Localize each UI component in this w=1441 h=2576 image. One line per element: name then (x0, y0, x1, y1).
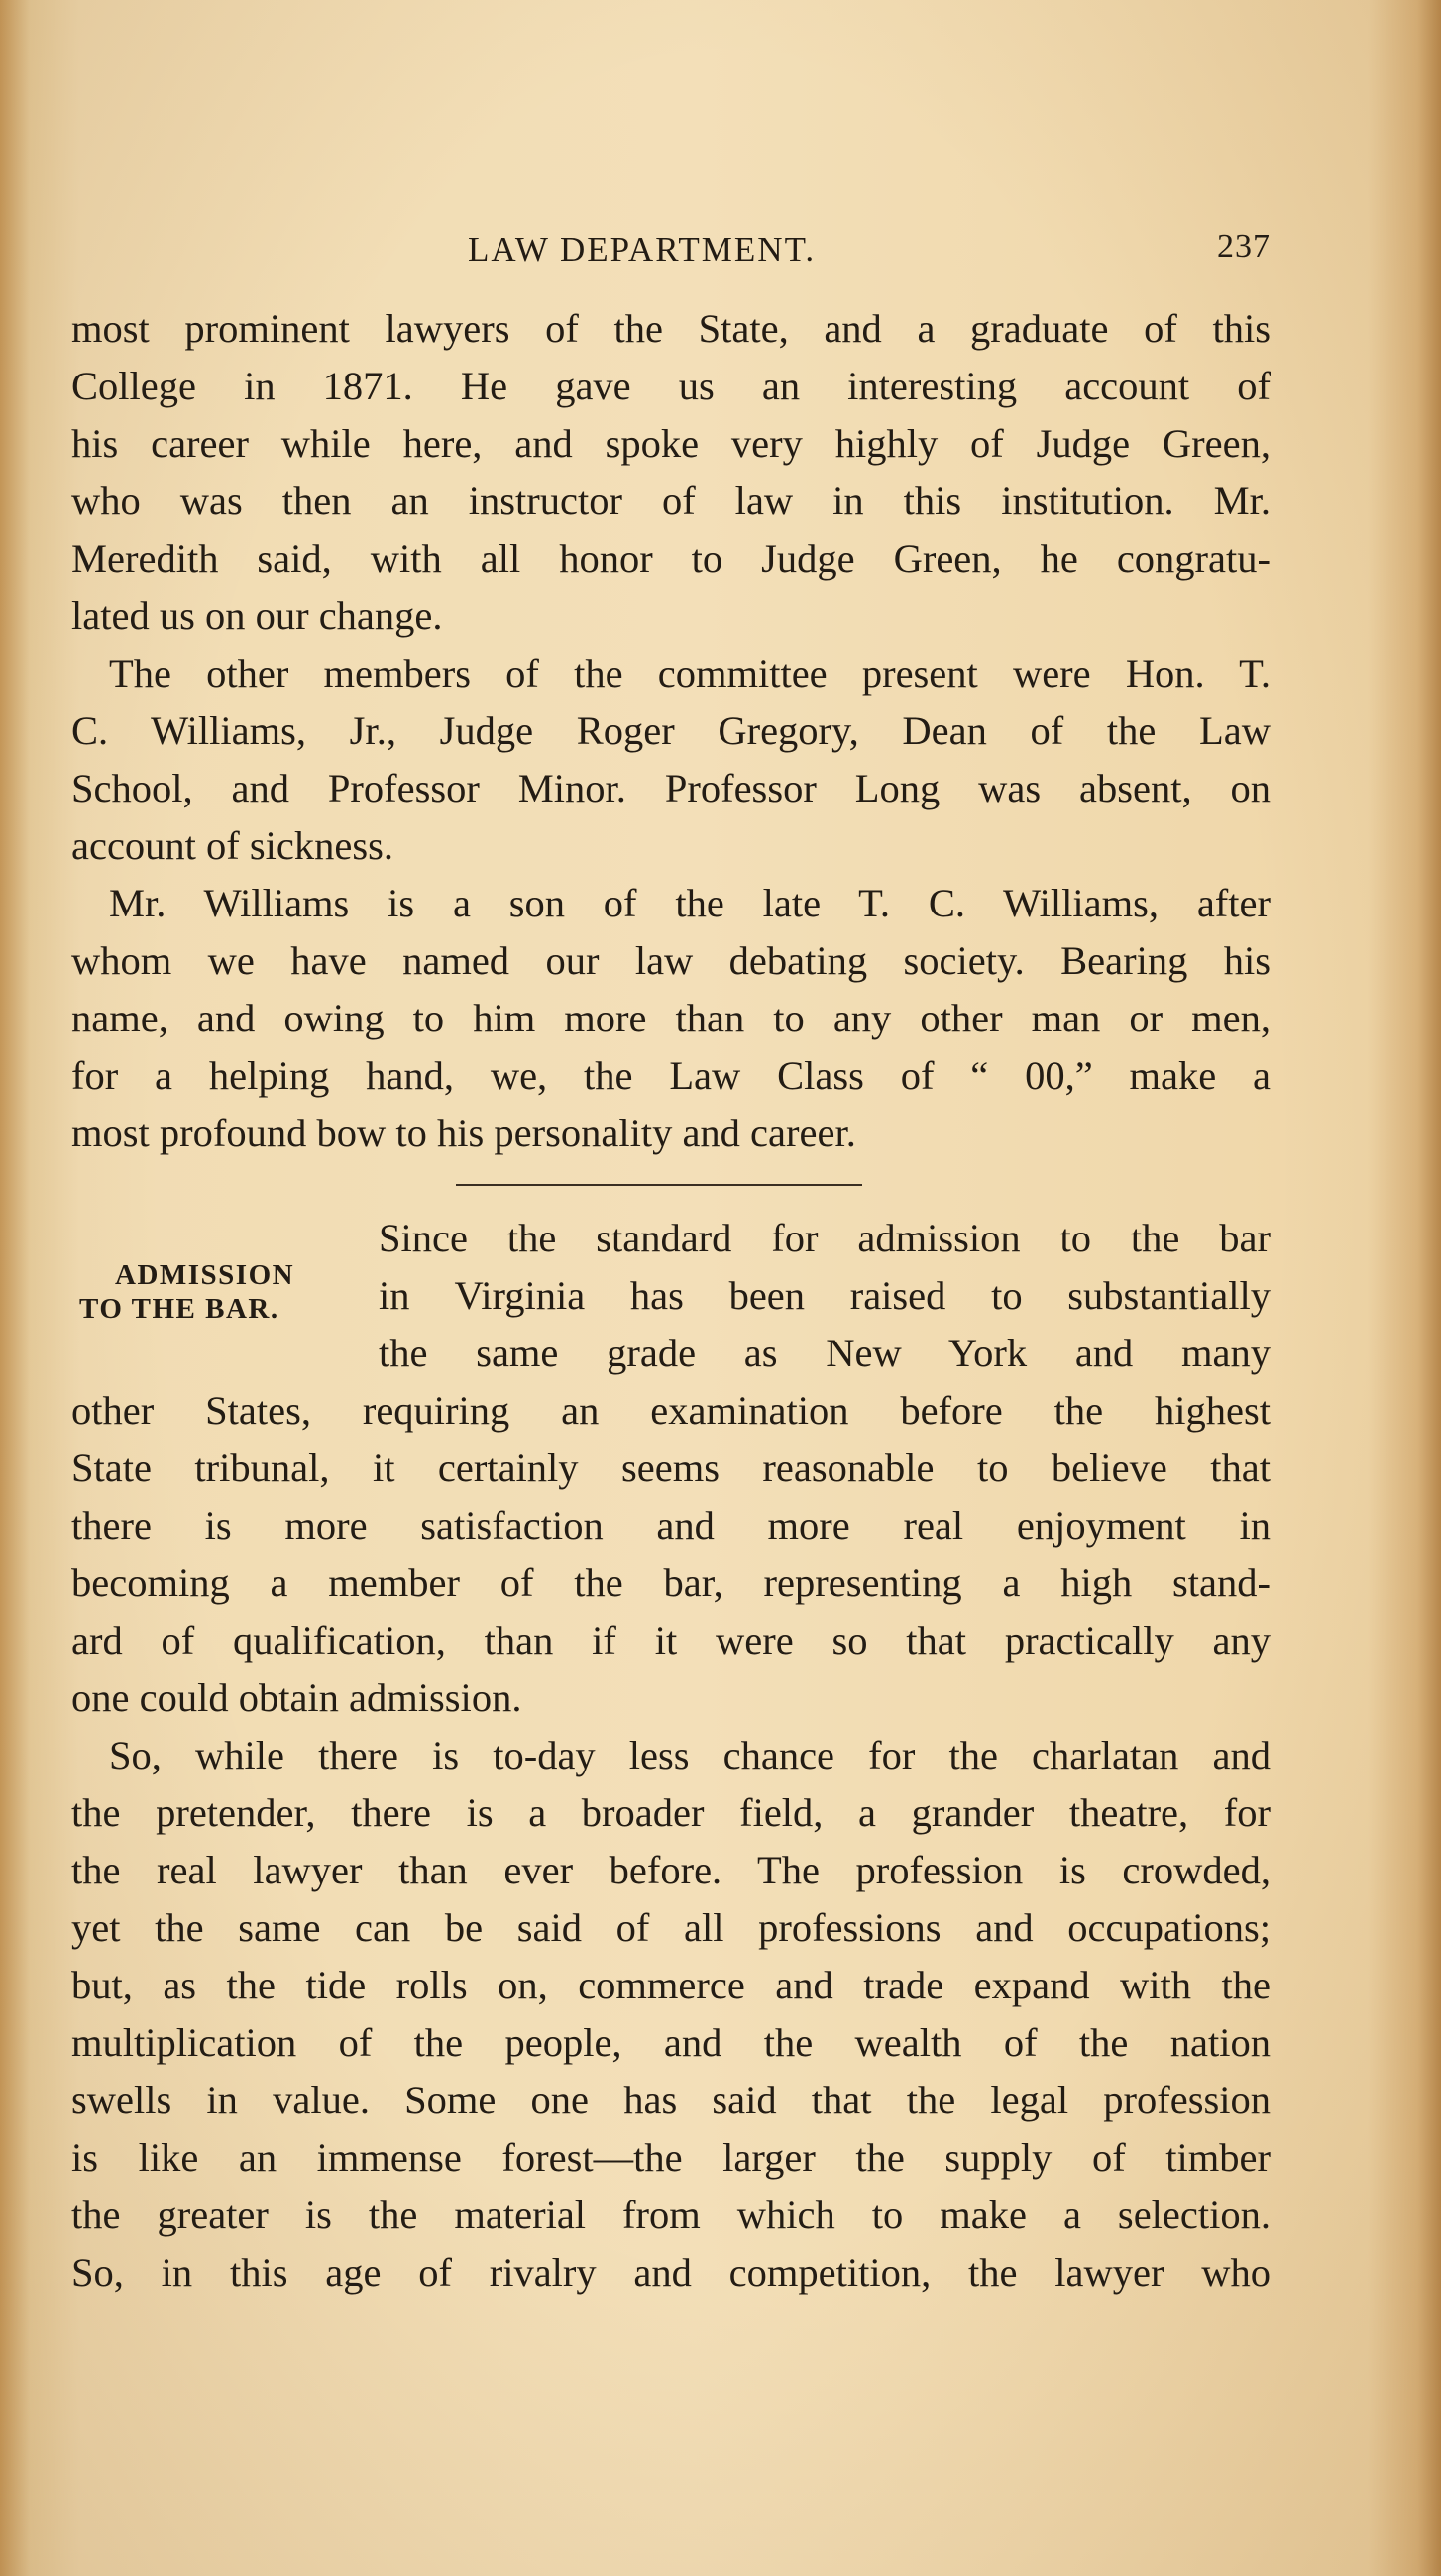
text-line: the real lawyer than ever before. The profession is crowded, (71, 1848, 1271, 1892)
text-line: College in 1871. He gave us an interesting account of (71, 364, 1271, 408)
text-line: So, while there is to-day less chance for the charlatan and (109, 1733, 1271, 1777)
text-line: one could obtain admission. (71, 1675, 522, 1720)
text-line: So, in this age of rivalry and competition, the lawyer who (71, 2250, 1271, 2295)
text-line: who was then an instructor of law in this institution. Mr. (71, 479, 1271, 523)
section-divider (456, 1184, 862, 1186)
text-line: State tribunal, it certainly seems reasonable to believe that (71, 1446, 1271, 1490)
text-line: in Virginia has been raised to substantially (379, 1273, 1271, 1318)
text-line: most prominent lawyers of the State, and a graduate of this (71, 306, 1271, 351)
text-line: swells in value. Some one has said that the legal profession (71, 2078, 1271, 2122)
text-line: The other members of the committee present were Hon. T. (109, 651, 1271, 696)
text-line: his career while here, and spoke very highly of Judge Green, (71, 421, 1271, 466)
marginal-heading-line1: ADMISSION (115, 1259, 295, 1291)
text-line: there is more satisfaction and more real enjoyment in (71, 1503, 1271, 1548)
text-line: Since the standard for admission to the bar (379, 1216, 1271, 1260)
text-line: whom we have named our law debating society. Bearing his (71, 938, 1271, 983)
running-title: LAW DEPARTMENT. (468, 230, 817, 268)
text-line: is like an immense forest—the larger the supply of timber (71, 2135, 1271, 2180)
page-header (71, 222, 1271, 271)
text-line: the pretender, there is a broader field, a grander theatre, for (71, 1790, 1271, 1835)
text-line: most profound bow to his personality and career. (71, 1111, 856, 1155)
text-line: the same grade as New York and many (379, 1331, 1271, 1375)
text-line: lated us on our change. (71, 593, 443, 638)
text-line: other States, requiring an examination before the highest (71, 1388, 1271, 1433)
text-line: ard of qualification, than if it were so that practically any (71, 1618, 1271, 1663)
text-line: name, and owing to him more than to any other man or men, (71, 996, 1271, 1040)
page-number: 237 (1217, 228, 1271, 265)
text-line: for a helping hand, we, the Law Class of “ 00,” make a (71, 1053, 1271, 1098)
text-line: yet the same can be said of all professions and occupations; (71, 1905, 1271, 1950)
text-line: account of sickness. (71, 823, 394, 868)
text-line: the greater is the material from which to make a selection. (71, 2193, 1271, 2237)
text-line: C. Williams, Jr., Judge Roger Gregory, Dean of the Law (71, 708, 1271, 753)
marginal-heading (71, 1258, 369, 1326)
marginal-heading-line2: TO THE BAR. (79, 1293, 279, 1325)
text-line: Mr. Williams is a son of the late T. C. Williams, after (109, 881, 1271, 925)
text-line: Meredith said, with all honor to Judge Green, he congratu- (71, 536, 1271, 581)
text-line: but, as the tide rolls on, commerce and trade expand with the (71, 1963, 1271, 2007)
text-line: multiplication of the people, and the wealth of the nation (71, 2020, 1271, 2065)
text-line: becoming a member of the bar, representing a high stand- (71, 1560, 1271, 1605)
text-line: School, and Professor Minor. Professor Long was absent, on (71, 766, 1271, 810)
